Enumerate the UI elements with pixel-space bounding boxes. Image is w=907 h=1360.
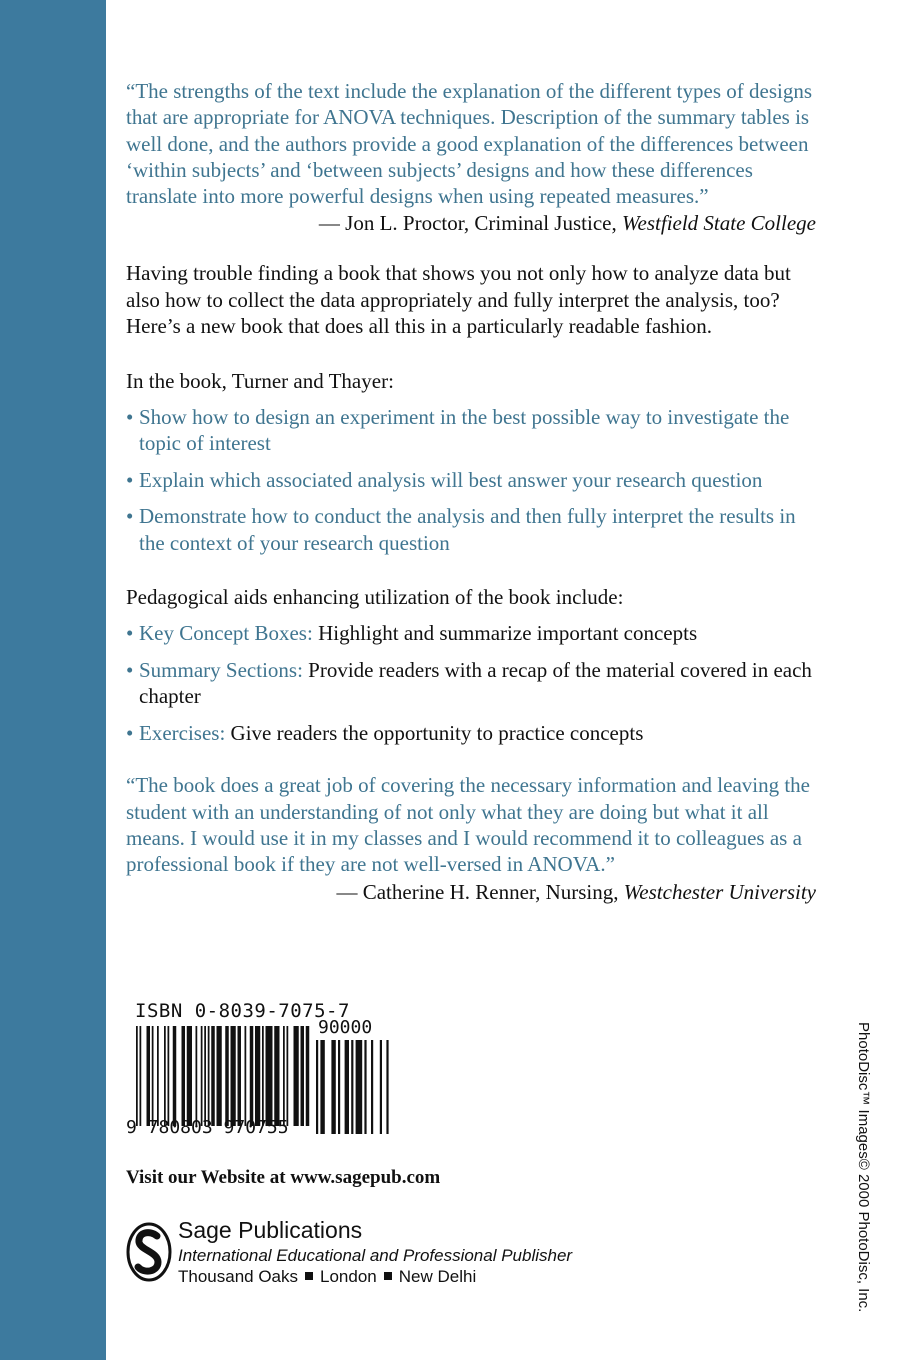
list-item: • Key Concept Boxes: Highlight and summarize important concepts (126, 621, 698, 646)
bullet-icon: • (126, 657, 134, 682)
list-item: • Explain which associated analysis will best answer your research question (126, 467, 763, 492)
isbn-barcode (126, 1000, 406, 1150)
spine-band (0, 0, 106, 1360)
bullet-icon: • (126, 504, 134, 529)
publisher-cities: Thousand Oaks London New Delhi (178, 1267, 477, 1286)
bullet-icon: • (126, 621, 134, 646)
reviewer-1-institution: Westfield State College (621, 211, 816, 236)
separator-square-icon (384, 1272, 392, 1280)
aids-lead: Pedagogical aids enhancing utilization of the book include: (126, 585, 624, 610)
publisher-block (126, 1217, 626, 1292)
review-quote-1: “The strengths of the text include the explanation of the different types of designs that are appropriate for ANOVA techniques. Description of the summary tables is well done, and the authors provide a good explanation of the differences between ‘within subjects’ and ‘between subjects’ designs and how these differences translate into more powerful designs when using repeated measures.” (126, 79, 812, 209)
publisher-name: Sage Publications (178, 1217, 363, 1243)
bullet-icon: • (126, 467, 134, 492)
pedagogical-aids-list (126, 620, 816, 746)
back-cover-content (126, 78, 816, 905)
list-item: • Summary Sections: Provide readers with a recap of the material covered in each chapter (126, 657, 812, 709)
sage-logo-icon (126, 1222, 172, 1282)
reviewer-2: — Catherine H. Renner, Nursing, (336, 879, 619, 904)
isbn-number: ISBN 0-8039-7075-7 (135, 1000, 350, 1022)
list-item: • Demonstrate how to conduct the analysis and then fully interpret the results in the context of your research question (126, 504, 796, 555)
ean-digits: 9 780803 970755 (126, 1117, 289, 1138)
feature-list (126, 404, 816, 557)
bullet-icon: • (126, 720, 134, 745)
review-attribution-1 (126, 210, 816, 236)
separator-square-icon (305, 1272, 313, 1280)
review-attribution-2 (126, 879, 816, 905)
addon-barcode-bars (316, 1040, 392, 1134)
intro-paragraph: Having trouble finding a book that shows you not only how to analyze data but also how to collect the data appropriately and fully interpret the analysis, too? Here’s a new book that does all this in a particularly readable fashion. (126, 261, 791, 339)
publisher-tagline: International Educational and Professional Publisher (178, 1246, 573, 1265)
review-quote-2: “The book does a great job of covering the necessary information and leaving the student with an understanding of not only what they are doing but what it all means. I would use it in my classes and I would recommend it to colleagues as a professional book if they are not well-versed in ANOVA.” (126, 773, 811, 877)
price-code: 90000 (318, 1017, 373, 1038)
reviewer-2-institution: Westchester University (623, 879, 816, 904)
photo-credit: PhotoDisc™ Images© 2000 PhotoDisc, Inc. (855, 1022, 872, 1313)
list-item: • Exercises: Give readers the opportunity to practice concepts (126, 720, 644, 745)
bullet-icon: • (126, 404, 134, 429)
website-line: Visit our Website at www.sagepub.com (126, 1167, 441, 1188)
list-item: • Show how to design an experiment in the best possible way to investigate the topic of interest (126, 404, 790, 456)
ean-barcode-bars (136, 1026, 311, 1126)
reviewer-1: — Jon L. Proctor, Criminal Justice, (318, 211, 617, 236)
authors-lead: In the book, Turner and Thayer: (126, 368, 394, 393)
